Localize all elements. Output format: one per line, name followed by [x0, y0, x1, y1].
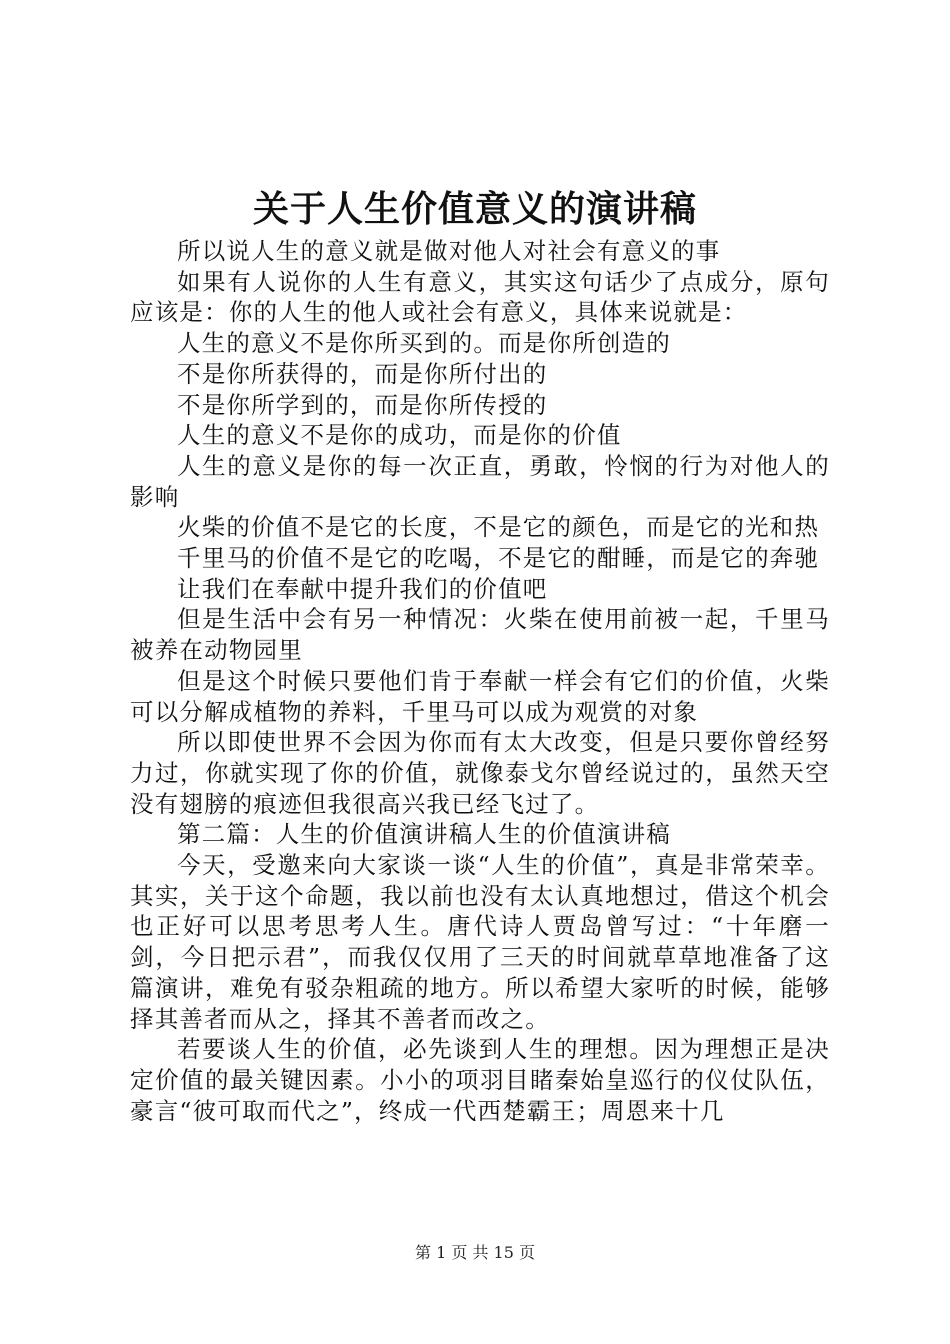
- paragraph: 不是你所获得的，而是你所付出的: [177, 359, 548, 388]
- paragraph: 今天，受邀来向大家谈一谈“人生的价值”，真是非常荣幸。其实，关于这个命题，我以前也没有太认真地想过，借这个机会也正好可以思考思考人生。唐代诗人贾岛曾写过：“十年磨一剑，今日把示君”，而我仅仅用了三天的时间就草草地准备了这篇演讲，难免有驳杂粗疏的地方。所以希望大家听的时候，能够择其善者而从之，择其不善者而改之。: [130, 851, 830, 1033]
- paragraph: 人生的意义是你的每一次正直，勇敢，怜悯的行为对他人的影响: [130, 451, 830, 511]
- paragraph: 如果有人说你的人生有意义，其实这句话少了点成分，原句应该是：你的人生的他人或社会有意义，具体来说就是：: [130, 267, 830, 327]
- page-footer: [0, 1242, 950, 1264]
- paragraph: 但是生活中会有另一种情况：火柴在使用前被一起，千里马被养在动物园里: [130, 605, 830, 665]
- page-total: 共 15 页: [472, 1243, 535, 1262]
- paragraph: 不是你所学到的，而是你所传授的: [177, 390, 548, 419]
- paragraph: 若要谈人生的价值，必先谈到人生的理想。因为理想正是决定价值的最关键因素。小小的项羽目睹秦始皇巡行的仪仗队伍，豪言“彼可取而代之”，终成一代西楚霸王；周恩来十几: [130, 1035, 830, 1125]
- paragraph: 人生的意义不是你的成功，而是你的价值: [177, 421, 622, 450]
- paragraph: 人生的意义不是你所买到的。而是你所创造的: [177, 329, 671, 358]
- paragraph: 让我们在奉献中提升我们的价值吧: [177, 574, 548, 603]
- paragraph: 火柴的价值不是它的长度，不是它的颜色，而是它的光和热: [177, 513, 820, 542]
- paragraph: 千里马的价值不是它的吃喝，不是它的酣睡，而是它的奔驰: [177, 544, 820, 573]
- document-title: 关于人生价值意义的演讲稿: [252, 188, 697, 230]
- paragraph: 所以即使世界不会因为你而有太大改变，但是只要你曾经努力过，你就实现了你的价值，就像泰戈尔曾经说过的，虽然天空没有翅膀的痕迹但我很高兴我已经飞过了。: [130, 728, 830, 818]
- document-body: [130, 236, 830, 1126]
- section-heading: 第二篇：人生的价值演讲稿人生的价值演讲稿: [177, 820, 671, 849]
- paragraph: 所以说人生的意义就是做对他人对社会有意义的事: [177, 237, 721, 265]
- page-number: 第 1 页: [415, 1243, 468, 1262]
- paragraph: 但是这个时候只要他们肯于奉献一样会有它们的价值，火柴可以分解成植物的养料，千里马可以成为观赏的对象: [130, 666, 830, 726]
